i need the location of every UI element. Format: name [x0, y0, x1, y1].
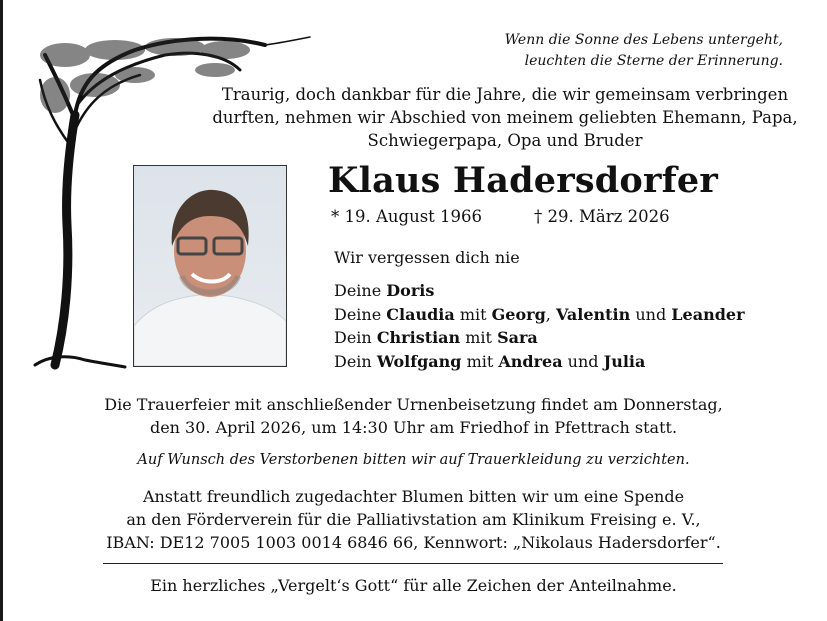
family-member-name: Andrea [498, 351, 563, 371]
donation-line: Anstatt freundlich zugedachter Blumen bitten wir um eine Spende [142, 487, 685, 506]
intro-text [205, 83, 805, 152]
motto-line: Wenn die Sonne des Lebens untergeht, [504, 32, 783, 48]
family-list [334, 279, 745, 373]
family-member-line [334, 326, 745, 350]
family-member-line [334, 303, 745, 327]
family-connector: und [630, 304, 672, 324]
funeral-line: den 30. April 2026, um 14:30 Uhr am Friedhof in Pfettrach statt. [149, 418, 678, 437]
portrait-photo [133, 165, 287, 367]
family-prefix: Dein [334, 328, 377, 347]
family-member-name: Julia [603, 351, 646, 371]
family-member-name: Doris [386, 281, 435, 300]
remembrance-line: Wir vergessen dich nie [334, 248, 520, 267]
family-connector: und [562, 351, 604, 371]
funeral-line: Die Trauerfeier mit anschließender Urnenbeisetzung findet am Donnerstag, [104, 395, 723, 414]
person-silhouette [134, 166, 286, 366]
family-member-name: Wolfgang [376, 351, 462, 371]
family-member-name: Claudia [386, 304, 455, 324]
birth-date: * 19. August 1966 [331, 207, 483, 226]
deceased-name: Klaus Hadersdorfer [328, 160, 718, 201]
family-member-name: Christian [376, 328, 461, 347]
intro-line: Schwiegerpapa, Opa und Bruder [367, 131, 643, 150]
family-connector: , [545, 304, 556, 324]
family-prefix: Deine [334, 281, 387, 300]
donation-info [0, 485, 827, 554]
family-connector: mit [454, 304, 492, 324]
motto-quote [505, 30, 783, 72]
family-member-line [334, 350, 745, 374]
family-prefix: Dein [334, 351, 377, 371]
intro-line: Traurig, doch dankbar für die Jahre, die wir gemeinsam verbringen [221, 85, 789, 104]
family-member-name: Leander [671, 304, 745, 324]
dress-note: Auf Wunsch des Verstorbenen bitten wir auf Trauerkleidung zu verzichten. [137, 452, 690, 468]
family-connector: mit [460, 328, 498, 347]
life-dates [331, 207, 670, 226]
intro-line: durften, nehmen wir Abschied von meinem geliebten Ehemann, Papa, [212, 108, 798, 127]
thanks-line: Ein herzliches „Vergelt‘s Gott“ für alle Zeichen der Anteilnahme. [150, 576, 677, 595]
donation-line: IBAN: DE12 7005 1003 0014 6846 66, Kennwort: „Nikolaus Hadersdorfer“. [106, 533, 721, 552]
family-member-name: Georg [491, 304, 546, 324]
divider [103, 563, 723, 564]
motto-line: leuchten die Sterne der Erinnerung. [524, 53, 783, 69]
death-date: † 29. März 2026 [534, 207, 670, 226]
family-connector: mit [461, 351, 499, 371]
family-member-name: Valentin [555, 304, 631, 324]
family-member-name: Sara [497, 328, 538, 347]
family-member-line [334, 279, 745, 303]
funeral-info [0, 393, 827, 439]
donation-line: an den Förderverein für die Palliativstation am Klinikum Freising e. V., [126, 510, 701, 529]
family-prefix: Deine [334, 304, 387, 324]
